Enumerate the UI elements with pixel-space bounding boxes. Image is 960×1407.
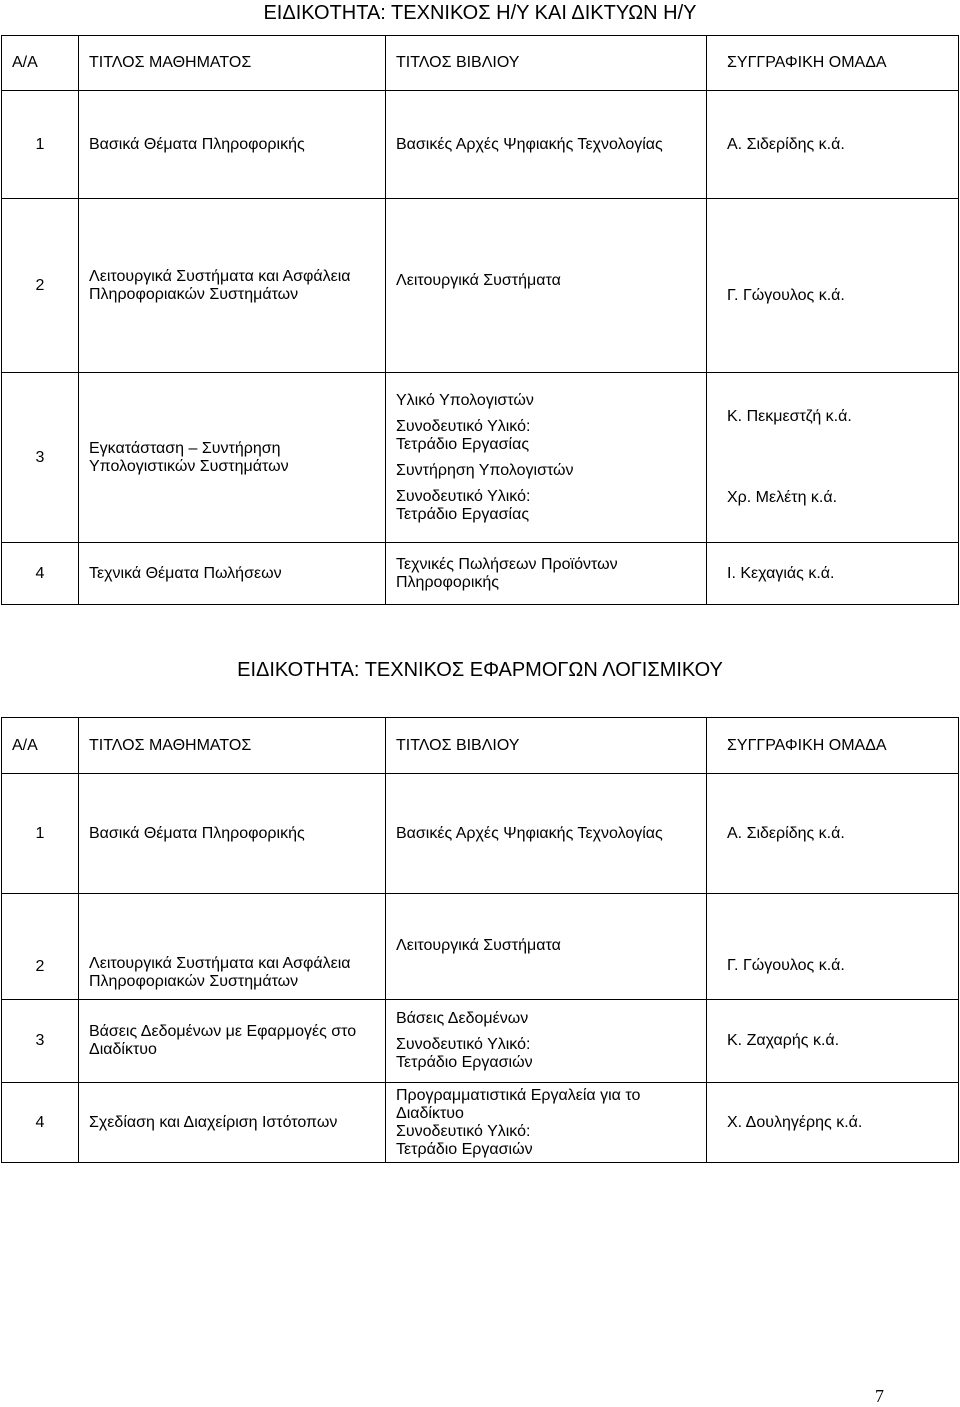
section2-table xyxy=(1,717,959,1163)
authors: Α. Σιδερίδης κ.ά. xyxy=(707,774,959,894)
authors: Κ. Ζαχαρής κ.ά. xyxy=(707,1000,959,1083)
header-aa: Α/Α xyxy=(2,718,79,774)
book-title: Υλικό Υπολογιστών xyxy=(396,391,534,409)
book-title: Βασικές Αρχές Ψηφιακής Τεχνολογίας xyxy=(386,91,707,199)
table-row xyxy=(2,774,959,894)
table-row xyxy=(2,543,959,605)
course-title: Σχεδίαση και Διαχείριση Ιστότοπων xyxy=(79,1083,386,1163)
companion-title: Τετράδιο Εργασίας xyxy=(396,435,530,453)
row-number: 1 xyxy=(2,774,79,894)
book-cell xyxy=(386,1083,707,1163)
table-header-row xyxy=(2,36,959,91)
row-number: 2 xyxy=(2,894,79,1000)
row-number: 3 xyxy=(2,373,79,543)
header-book: ΤΙΤΛΟΣ ΒΙΒΛΙΟΥ xyxy=(386,36,707,91)
header-authors: ΣΥΓΓΡΑΦΙΚΗ ΟΜΑΔΑ xyxy=(707,36,959,91)
header-course: ΤΙΤΛΟΣ ΜΑΘΗΜΑΤΟΣ xyxy=(79,36,386,91)
authors: Κ. Πεκμεστζή κ.ά. xyxy=(727,408,852,425)
row-number: 4 xyxy=(2,543,79,605)
course-title: Τεχνικά Θέματα Πωλήσεων xyxy=(79,543,386,605)
companion-label: Συνοδευτικό Υλικό: xyxy=(396,417,531,435)
table-row xyxy=(2,91,959,199)
row-number: 2 xyxy=(2,199,79,373)
row-number: 3 xyxy=(2,1000,79,1083)
book-title: Τεχνικές Πωλήσεων Προϊόντων Πληροφορικής xyxy=(386,543,707,605)
authors: Χρ. Μελέτη κ.ά. xyxy=(727,489,838,506)
course-title: Βασικά Θέματα Πληροφορικής xyxy=(79,91,386,199)
course-title: Βασικά Θέματα Πληροφορικής xyxy=(79,774,386,894)
section1-title: ΕΙΔΙΚΟΤΗΤΑ: ΤΕΧΝΙΚΟΣ Η/Υ ΚΑΙ ΔΙΚΤΥΩΝ Η/Υ xyxy=(263,2,697,24)
course-title: Εγκατάσταση – Συντήρηση Υπολογιστικών Συστημάτων xyxy=(79,373,386,543)
companion-label: Συνοδευτικό Υλικό: xyxy=(396,487,531,505)
companion-label: Συνοδευτικό Υλικό: xyxy=(396,1122,531,1140)
book-title: Συντήρηση Υπολογιστών xyxy=(396,461,574,479)
table-row xyxy=(2,894,959,1000)
table-row xyxy=(2,373,959,543)
book-title: Βασικές Αρχές Ψηφιακής Τεχνολογίας xyxy=(386,774,707,894)
book-cell xyxy=(386,1000,707,1083)
companion-title: Τετράδιο Εργασιών xyxy=(396,1054,533,1071)
table-header-row xyxy=(2,718,959,774)
page-number: 7 xyxy=(875,1386,884,1406)
table-row xyxy=(2,1083,959,1163)
book-title: Βάσεις Δεδομένων xyxy=(396,1010,529,1027)
section2-title: ΕΙΔΙΚΟΤΗΤΑ: ΤΕΧΝΙΚΟΣ ΕΦΑΡΜΟΓΩΝ ΛΟΓΙΣΜΙΚΟΥ xyxy=(237,659,723,681)
table-row xyxy=(2,1000,959,1083)
header-course: ΤΙΤΛΟΣ ΜΑΘΗΜΑΤΟΣ xyxy=(79,718,386,774)
companion-title: Τετράδιο Εργασιών xyxy=(396,1140,533,1158)
header-book: ΤΙΤΛΟΣ ΒΙΒΛΙΟΥ xyxy=(386,718,707,774)
authors: Ι. Κεχαγιάς κ.ά. xyxy=(707,543,959,605)
authors: Γ. Γώγουλος κ.ά. xyxy=(707,199,959,373)
header-authors: ΣΥΓΓΡΑΦΙΚΗ ΟΜΑΔΑ xyxy=(707,718,959,774)
authors: Γ. Γώγουλος κ.ά. xyxy=(707,894,959,1000)
authors-cell xyxy=(707,373,959,543)
authors: Χ. Δουληγέρης κ.ά. xyxy=(707,1083,959,1163)
book-cell xyxy=(386,373,707,543)
table-row xyxy=(2,199,959,373)
course-title: Βάσεις Δεδομένων με Εφαρμογές στο Διαδίκτυο xyxy=(79,1000,386,1083)
book-title: Λειτουργικά Συστήματα xyxy=(386,199,707,373)
row-number: 4 xyxy=(2,1083,79,1163)
course-title: Λειτουργικά Συστήματα και Ασφάλεια Πληροφοριακών Συστημάτων xyxy=(79,894,386,1000)
book-title: Προγραμματιστικά Εργαλεία για το Διαδίκτυο xyxy=(396,1086,641,1122)
authors: Α. Σιδερίδης κ.ά. xyxy=(707,91,959,199)
companion-title: Τετράδιο Εργασίας xyxy=(396,505,530,523)
section1-table xyxy=(1,35,959,605)
row-number: 1 xyxy=(2,91,79,199)
header-aa: Α/Α xyxy=(2,36,79,91)
book-title: Λειτουργικά Συστήματα xyxy=(386,894,707,1000)
course-title: Λειτουργικά Συστήματα και Ασφάλεια Πληροφοριακών Συστημάτων xyxy=(79,199,386,373)
companion-label: Συνοδευτικό Υλικό: xyxy=(396,1036,531,1053)
